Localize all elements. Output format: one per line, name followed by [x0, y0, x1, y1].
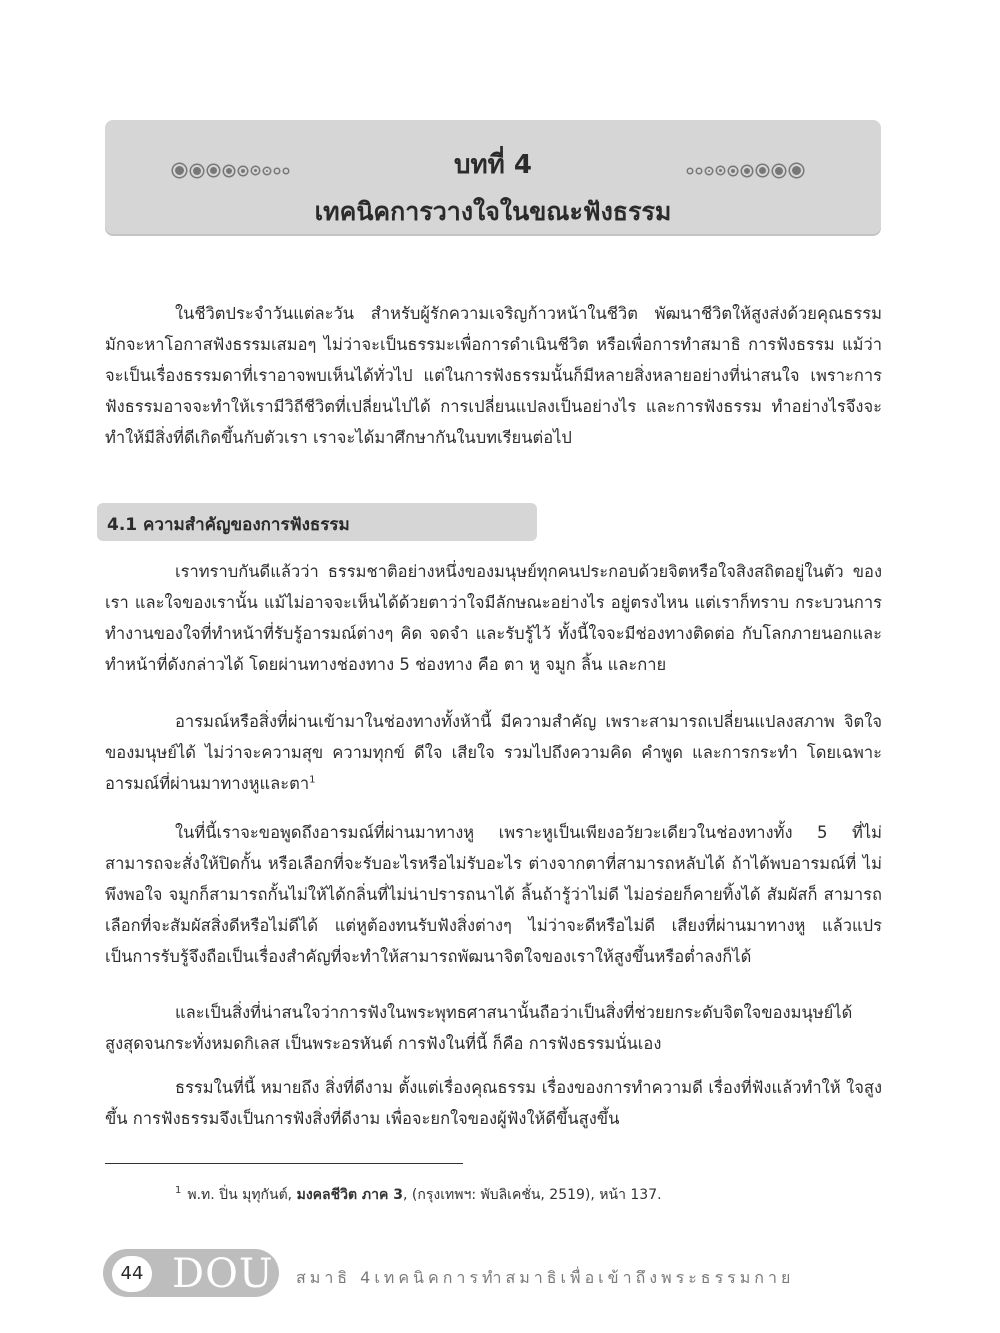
footnote-divider — [105, 1163, 463, 1164]
page-number: 44 — [112, 1256, 152, 1292]
body-paragraph — [105, 706, 882, 799]
body-paragraph: ธรรมในที่นี้ หมายถึง สิ่งที่ดีงาม ตั้งแต่เรื่องคุณธรรม เรื่องของการทำความดี เรื่องที่ฟังแล้วทำให้ ใจสูงขึ้น การฟังธรรมจึงเป็นการฟังสิ่งที่ดีงาม เพื่อจะยกใจของผู้ฟังให้ดีขึ้นสูงขึ้น — [105, 1078, 882, 1128]
paragraph-text: อารมณ์หรือสิ่งที่ผ่านเข้ามาในช่องทางทั้งห้านี้ มีความสำคัญ เพราะสามารถเปลี่ยนแปลงสภาพ จิตใจของมนุษย์ได้ ไม่ว่าจะความสุข ความทุกข์ ดีใจ เสียใจ รวมไปถึงความคิด คำพูด และการกระทำ โดยเฉพาะอารมณ์ที่ผ่านมาทางหูและตา — [105, 712, 882, 793]
dou-logo: DOU — [172, 1251, 274, 1297]
footnote-author: พ.ท. ปิ่น มุทุกันต์, — [187, 1187, 293, 1203]
section-title: 4.1 ความสำคัญของการฟังธรรม — [107, 515, 350, 535]
footnote-publication: , (กรุงเทพฯ: พับลิเคชั่น, 2519), หน้า 137. — [403, 1187, 662, 1203]
body-paragraph: ในที่นี้เราจะขอพูดถึงอารมณ์ที่ผ่านมาทางหู เพราะหูเป็นเพียงอวัยวะเดียวในช่องทางทั้ง 5 ที่ไม่ สามารถจะสั่งให้ปิดกั้น หรือเลือกที่จะรับอะไรหรือไม่รับอะไร ต่างจากตาที่สามารถหลับได้ ถ้าได้พบอารมณ์ที่ ไม่พึงพอใจ จมูกก็สามารถกั้นไม่ให้ได้กลิ่นที่ไม่น่าปรารถนาได้ ลิ้นถ้ารู้ว่าไม่ดี ไม่อร่อยก็คายทิ้งได้ สัมผัสก็ สามารถเลือกที่จะสัมผัสสิ่งดีหรือไม่ดีได้ แต่หูต้องทนรับฟังสิ่งต่างๆ ไม่ว่าจะดีหรือไม่ดี เสียงที่ผ่านมาทางหู แล้วแปรเป็นการรับรู้จึงถือเป็นเรื่องสำคัญที่จะทำให้สามารถพัฒนาจิตใจของเราให้สูงขึ้นหรือต่ำลงก็ได้ — [105, 823, 882, 966]
body-paragraph: เราทราบกันดีแล้วว่า ธรรมชาติอย่างหนึ่งของมนุษย์ทุกคนประกอบด้วยจิตหรือใจสิงสถิตอยู่ในตัว ของเรา และใจของเรานั้น แม้ไม่อาจจะเห็นได้ด้วยตาว่าใจมีลักษณะอย่างไร อยู่ตรงไหน แต่เราก็ทราบ กระบวนการทำงานของใจที่ทำหน้าที่รับรู้อารมณ์ต่างๆ คิด จดจำ และรับรู้ไว้ ทั้งนี้ใจจะมีช่องทางติดต่อ กับโลกภายนอกและทำหน้าที่ดังกล่าวได้ โดยผ่านทางช่องทาง 5 ช่องทาง คือ ตา หู จมูก ลิ้น และกาย — [105, 562, 882, 674]
body-paragraph: และเป็นสิ่งที่น่าสนใจว่าการฟังในพระพุทธศาสนานั้นถือว่าเป็นสิ่งที่ช่วยยกระดับจิตใจของมนุษย์ได้ สูงสุดจนกระทั่งหมดกิเลส เป็นพระอรหันต์ การฟังในที่นี้ ก็คือ การฟังธรรมนั่นเอง — [105, 1003, 853, 1053]
chapter-title: เทคนิคการวางใจในขณะฟังธรรม — [314, 197, 672, 226]
footnote — [175, 1184, 662, 1206]
footnote-book-title: มงคลชีวิต ภาค 3 — [296, 1187, 404, 1203]
section-heading-bar — [97, 503, 537, 541]
decorative-dots-right — [688, 164, 803, 177]
chapter-heading-box — [105, 120, 881, 234]
chapter-number: บทที่ 4 — [454, 150, 532, 180]
intro-paragraph: ในชีวิตประจำวันแต่ละวัน สำหรับผู้รักความเจริญก้าวหน้าในชีวิต พัฒนาชีวิตให้สูงส่งด้วยคุณธรรม มักจะหาโอกาสฟังธรรมเสมอๆ ไม่ว่าจะเป็นธรรมะเพื่อการดำเนินชีวิต หรือเพื่อการทำสมาธิ การฟังธรรม แม้ว่าจะเป็นเรื่องธรรมดาที่เราอาจพบเห็นได้ทั่วไป แต่ในการฟังธรรมนั้นก็มีหลายสิ่งหลายอย่างที่น่าสนใจ เพราะการฟังธรรมอาจจะทำให้เรามีวิถีชีวิตที่เปลี่ยนไปได้ การเปลี่ยนแปลงเป็นอย่างไร และการฟังธรรม ทำอย่างไรจึงจะทำให้มีสิ่งที่ดีเกิดขึ้นกับตัวเรา เราจะได้มาศึกษากันในบทเรียนต่อไป — [105, 304, 882, 447]
footnote-number: 1 — [175, 1185, 182, 1197]
footnote-reference: 1 — [309, 774, 316, 786]
footer-book-title: สมาธิ 4เทคนิคการทำสมาธิเพื่อเข้าถึงพระธรรมกาย — [296, 1268, 795, 1287]
